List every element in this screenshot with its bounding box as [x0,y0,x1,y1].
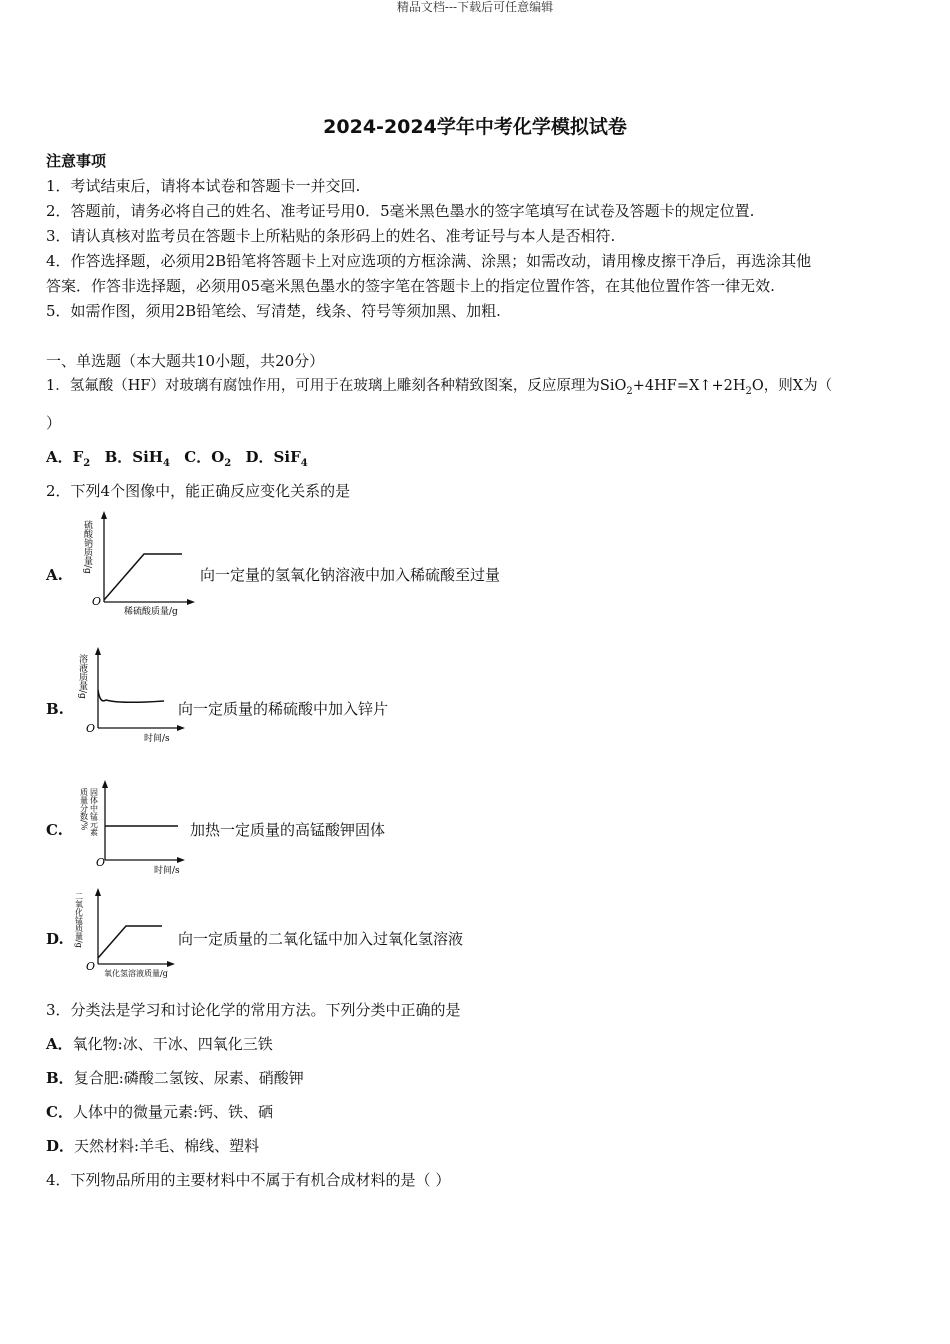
notice-item-3: 3．请认真核对监考员在答题卡上所粘贴的条形码上的姓名、准考证号与本人是否相符. [46,227,616,245]
q2-option-c-letter[interactable]: C. [46,821,63,839]
q3-option-c[interactable]: C．人体中的微量元素:钙、铁、硒 [46,1103,274,1121]
question-1-stem: 1．氢氟酸（HF）对玻璃有腐蚀作用，可用于在玻璃上雕刻各种精致图案，反应原理为$SiO_2+4HF=X↑+2H_2O$，则X为（ [46,378,833,397]
origin-label: O [96,856,106,869]
notice-item-4: 4．作答选择题，必须用2B铅笔将答题卡上对应选项的方框涂满、涂黑；如需改动，请用橡皮擦干净后，再选涂其他 [46,252,812,270]
q2-option-b-graph [77,646,190,746]
q3-option-a[interactable]: A．氧化物:冰、干冰、四氧化三铁 [46,1035,273,1053]
q2-option-d-text: 向一定质量的二氧化锰中加入过氧化氢溶液 [178,930,464,948]
question-2-stem: 2．下列4个图像中，能正确反应变化关系的是 [46,482,351,500]
x-axis-label: 时间/s [144,734,170,744]
y-axis-label: 溶液质量/g [77,654,87,699]
page-header: 精品文档---下载后可任意编辑 [396,0,554,14]
q2-option-a-graph [82,510,202,620]
q3-option-d[interactable]: D．天然材料:羊毛、棉线、塑料 [46,1137,260,1155]
q2-option-c-text: 加热一定质量的高锰酸钾固体 [190,821,386,839]
q2-option-c-graph [78,778,190,878]
q2-option-a-text: 向一定量的氢氧化钠溶液中加入稀硫酸至过量 [200,566,501,584]
q2-option-b-letter[interactable]: B. [46,700,64,718]
x-axis-label: 时间/s [154,866,180,876]
notice-item-5: 5．如需作图，须用2B铅笔绘、写清楚，线条、符号等须加黑、加粗. [46,302,501,320]
question-1-options [46,447,308,474]
q1-option-d[interactable]: D．SiF$_4$ [245,448,308,469]
x-axis-label: 稀硫酸质量/g [124,607,178,617]
section-heading: 一、单选题（本大题共10小题，共20分） [46,352,325,370]
q2-option-b-text: 向一定质量的稀硫酸中加入锌片 [178,700,389,718]
q1-option-c[interactable]: C．$O_2$ [184,448,232,469]
q1-option-a[interactable]: A．$F_2$ [46,448,91,469]
q2-option-a-letter[interactable]: A. [46,566,63,584]
origin-label: O [86,722,96,735]
q3-option-b[interactable]: B．复合肥:磷酸二氢铵、尿素、硝酸钾 [46,1069,304,1087]
question-3-stem: 3．分类法是学习和讨论化学的常用方法。下列分类中正确的是 [46,1001,461,1019]
question-4-stem: 4．下列物品所用的主要材料中不属于有机合成材料的是（ ） [46,1171,451,1189]
notice-heading: 注意事项 [46,152,107,170]
y-axis-label: 硫酸钠质量/g [82,520,92,574]
y-axis-label-right: 固体中锰元素 [89,788,99,836]
origin-label: O [86,960,96,973]
origin-label: O [92,595,102,608]
q2-option-d-letter[interactable]: D. [46,930,64,948]
notice-item-1: 1．考试结束后，请将本试卷和答题卡一并交回. [46,177,361,195]
page-title: 2024-2024学年中考化学模拟试卷 [323,116,627,138]
notice-item-2: 2．答题前，请务必将自己的姓名、准考证号用0．5毫米黑色墨水的签字笔填写在试卷及答题卡的规定位置. [46,202,755,220]
x-axis-label: 氧化氢溶液质量/g [104,969,168,978]
y-axis-label-left: 质量分数/% [79,788,89,831]
notice-item-4-cont: 答案．作答非选择题，必须用05毫米黑色墨水的签字笔在答题卡上的指定位置作答，在其他位置作答一律无效. [46,277,775,295]
q2-option-d-graph [76,886,182,982]
question-1-stem-end: ） [46,414,62,432]
y-axis-label: 二氧化锰质量/g [74,892,84,948]
q1-option-b[interactable]: B．SiH$_4$ [104,448,170,469]
